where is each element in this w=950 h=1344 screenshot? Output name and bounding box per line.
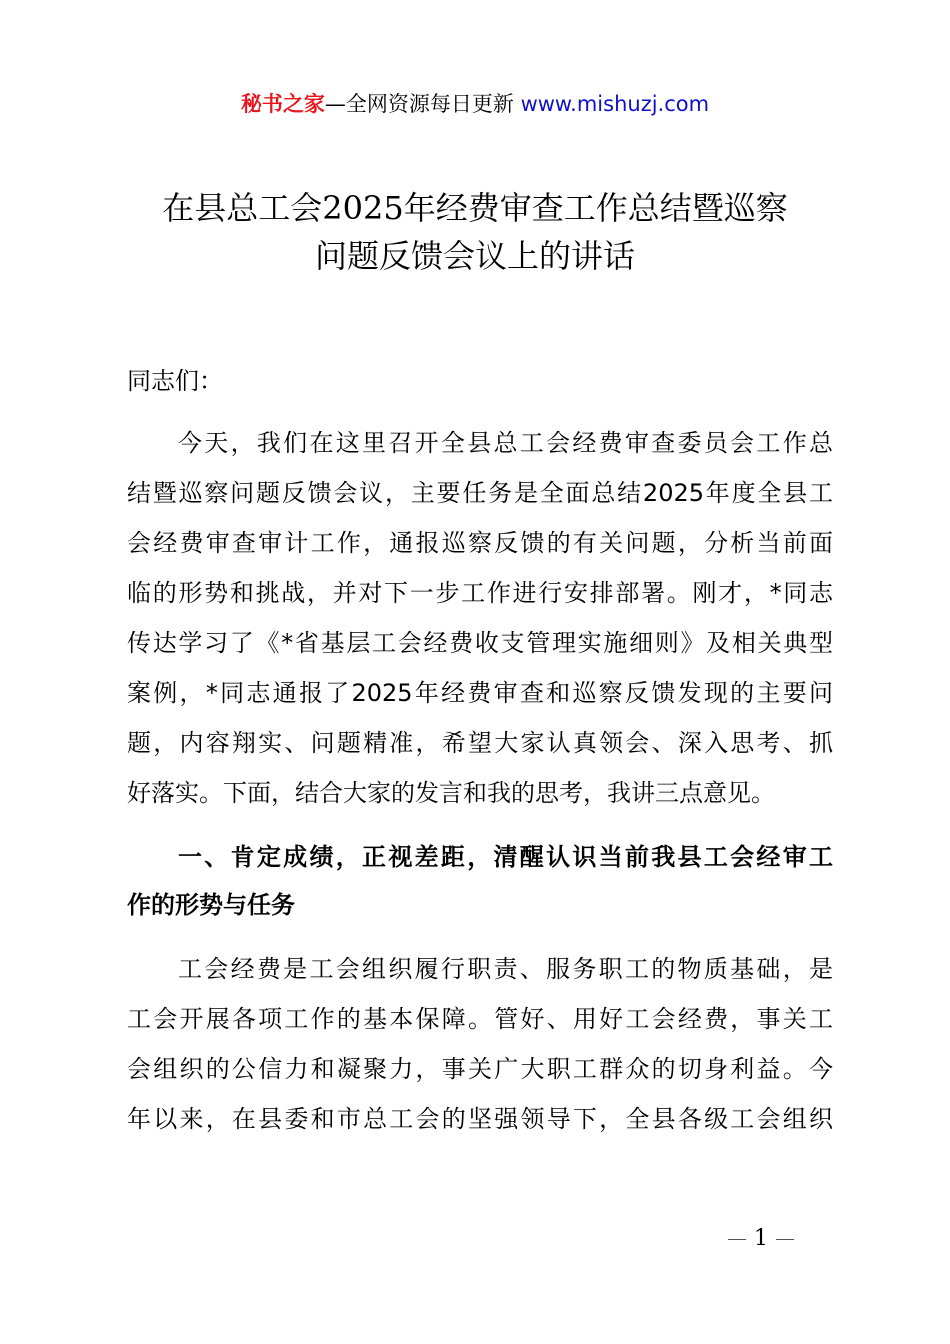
paragraph-line: 题，内容翔实、问题精准，希望大家认真领会、深入思考、抓: [127, 729, 833, 757]
paragraph-line: 好落实。下面，结合大家的发言和我的思考，我讲三点意见。: [127, 779, 775, 807]
dash-decoration: [776, 1239, 794, 1240]
paragraph-line: 案例，*同志通报了2025年经费审查和巡察反馈发现的主要问: [127, 679, 833, 707]
paragraph-line: 年以来，在县委和市总工会的坚强领导下，全县各级工会组织: [127, 1105, 833, 1133]
paragraph-line: 传达学习了《*省基层工会经费收支管理实施细则》及相关典型: [127, 629, 833, 657]
dash-decoration: [728, 1239, 746, 1240]
paragraph-line: 会组织的公信力和凝聚力，事关广大职工群众的切身利益。今: [127, 1055, 833, 1083]
page-number-value: 1: [754, 1226, 768, 1251]
site-link[interactable]: www.mishuzj.com: [520, 92, 710, 116]
brand-name: 秘书之家: [240, 92, 325, 116]
paragraph-line: 结暨巡察问题反馈会议，主要任务是全面总结2025年度全县工: [127, 479, 833, 507]
site-header: [0, 88, 950, 120]
paragraph-line: 工会经费是工会组织履行职责、服务职工的物质基础，是: [178, 955, 833, 983]
section-heading-line: 作的形势与任务: [127, 891, 295, 919]
paragraph-line: 工会开展各项工作的基本保障。管好、用好工会经费，事关工: [127, 1005, 833, 1033]
section-heading-line: 一、肯定成绩，正视差距，清醒认识当前我县工会经审工: [178, 843, 833, 871]
paragraph-line: 会经费审查审计工作，通报巡察反馈的有关问题，分析当前面: [127, 529, 833, 557]
document-title-line-1: 在县总工会2025年经费审查工作总结暨巡察: [162, 189, 788, 227]
salutation: 同志们：: [127, 367, 223, 395]
document-title-line-2: 问题反馈会议上的讲话: [314, 237, 635, 275]
paragraph-line: 今天，我们在这里召开全县总工会经费审查委员会工作总: [178, 429, 833, 457]
page-number: [720, 1224, 800, 1254]
header-tagline: —全网资源每日更新: [324, 92, 514, 116]
paragraph-line: 临的形势和挑战，并对下一步工作进行安排部署。刚才，*同志: [127, 579, 833, 607]
